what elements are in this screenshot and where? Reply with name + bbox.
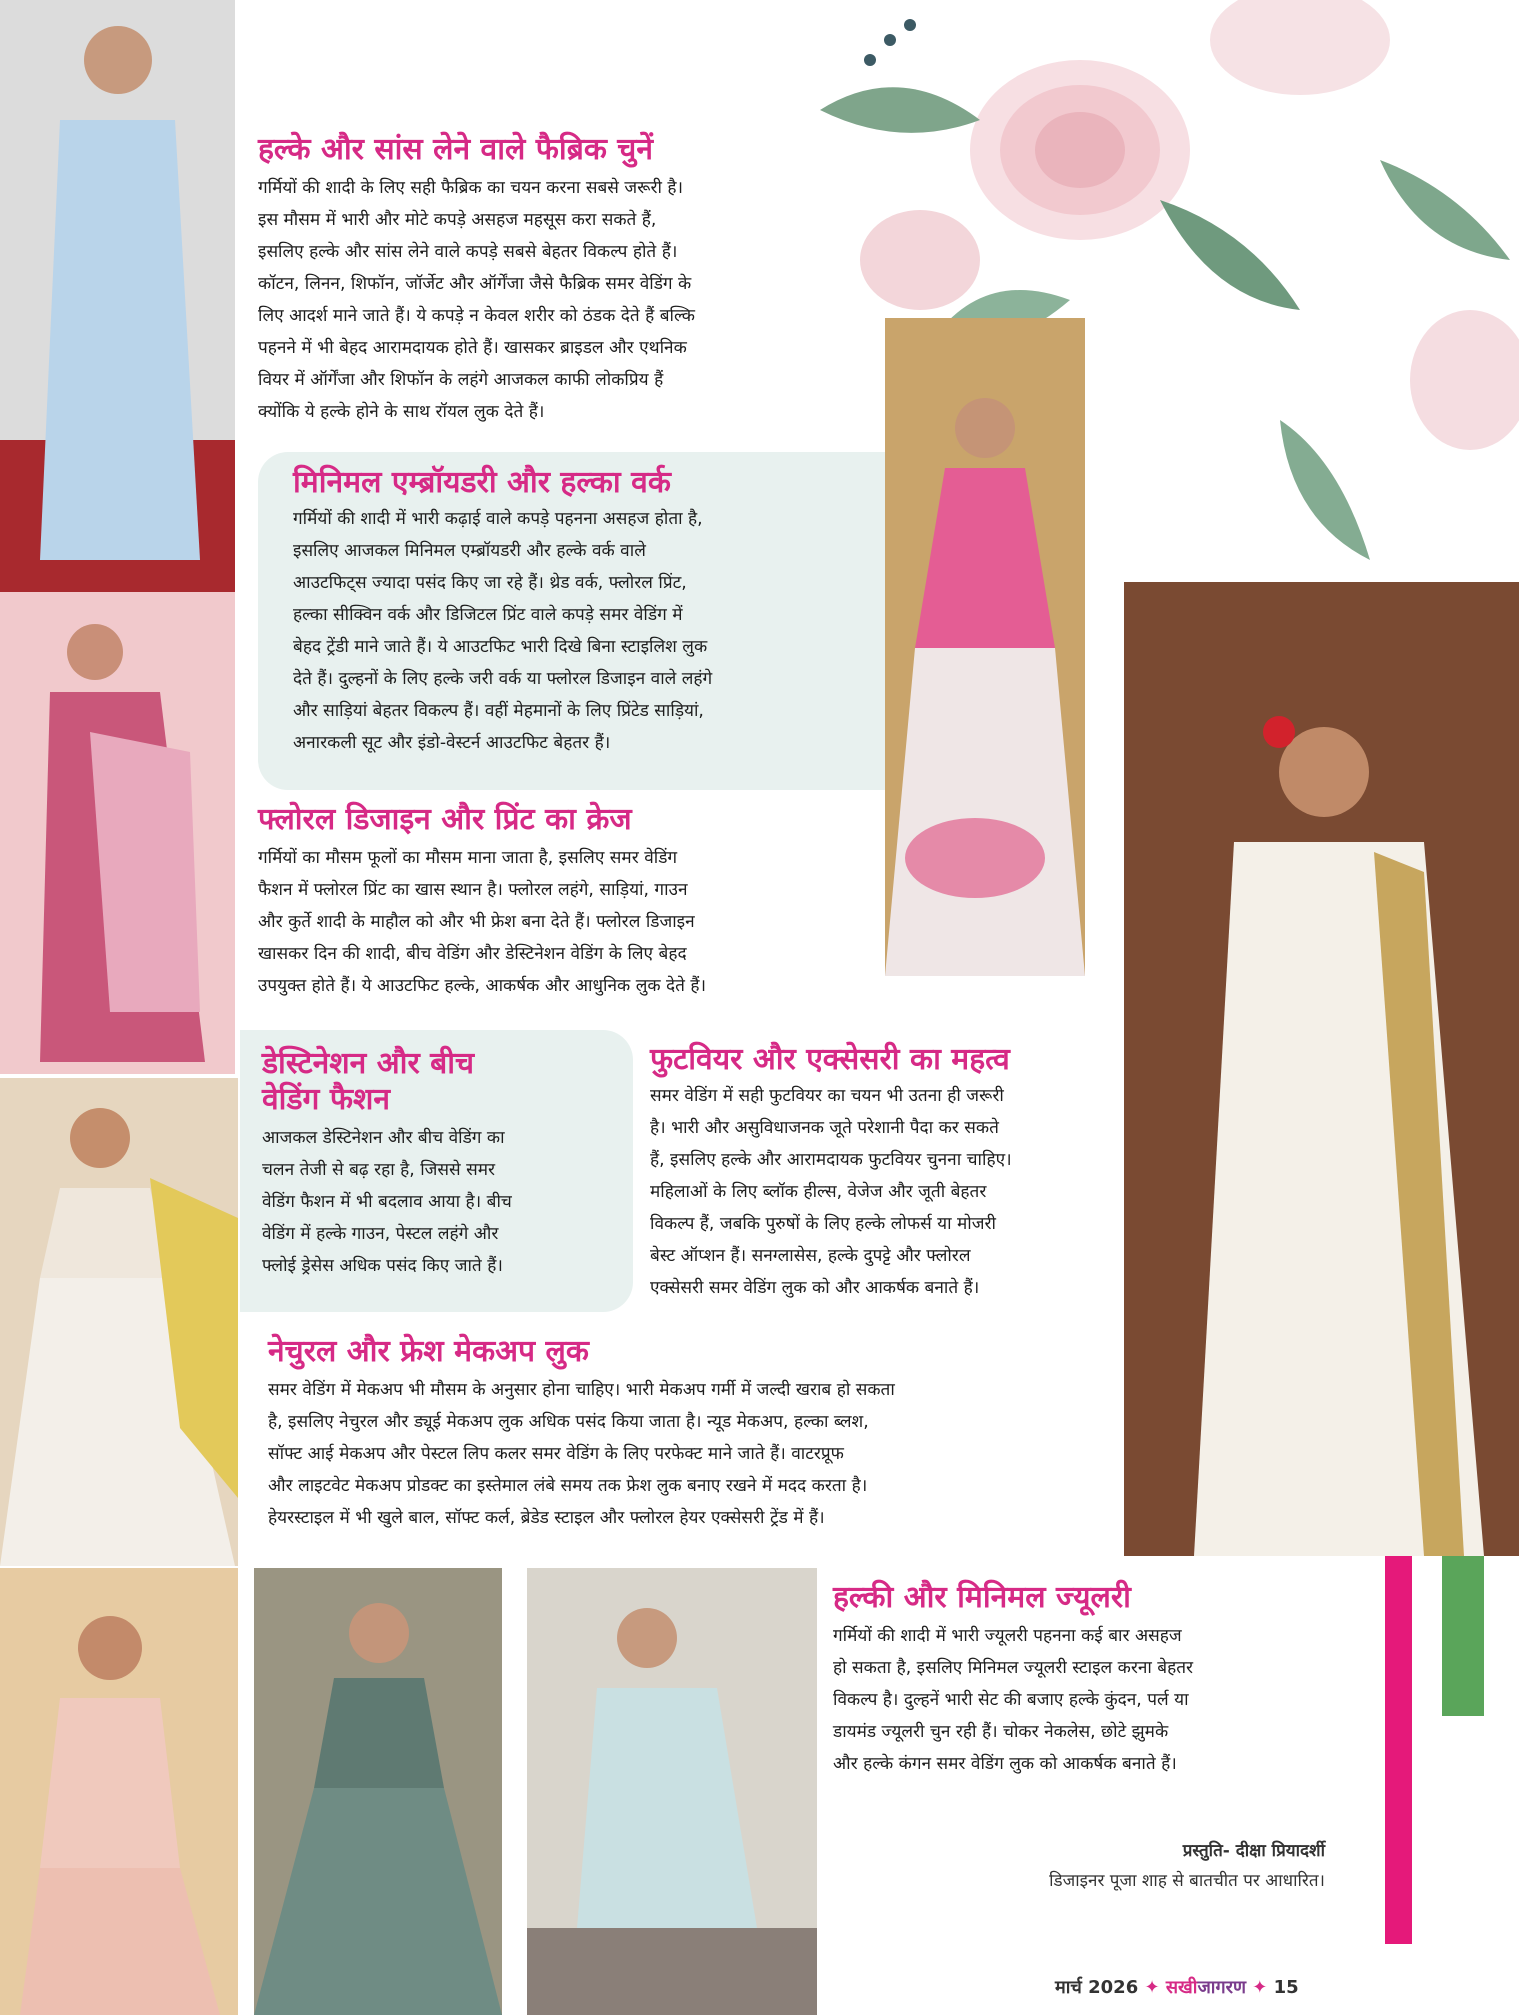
fabric-heading: हल्के और सांस लेने वाले फैब्रिक चुनें [258, 132, 654, 167]
jewellery-heading: हल्की और मिनिमल ज्यूलरी [833, 1580, 1131, 1615]
makeup-line: सॉफ्ट आई मेकअप और पेस्टल लिप कलर समर वेडिंग के लिए परफेक्ट माने जाते हैं। वाटरप्रूफ [268, 1444, 844, 1464]
floral-line: उपयुक्त होते हैं। ये आउटफिट हल्के, आकर्षक और आधुनिक लुक देते हैं। [258, 976, 707, 996]
section-makeup [268, 1334, 1128, 1534]
embroidery-line: हल्का सीक्विन वर्क और डिजिटल प्रिंट वाले कपड़े समर वेडिंग में [293, 605, 683, 625]
photo-mint-saree [527, 1568, 817, 2015]
star-separator-icon: ✦ [1144, 1977, 1160, 1998]
fabric-line: इस मौसम में भारी और मोटे कपड़े असहज महसूस करा सकते हैं, [258, 210, 657, 230]
footer-month: मार्च 2026 [1055, 1977, 1139, 1998]
star-separator-icon: ✦ [1252, 1977, 1268, 1998]
fabric-line: वियर में ऑर्गेंजा और शिफॉन के लहंगे आजकल काफी लोकप्रिय हैं [258, 370, 664, 390]
jewellery-line: और हल्के कंगन समर वेडिंग लुक को आकर्षक बनाते हैं। [833, 1754, 1177, 1774]
footwear-line: विकल्प हैं, जबकि पुरुषों के लिए हल्के लोफर्स या मोजरी [650, 1214, 996, 1234]
photo-pink-lehenga [885, 318, 1085, 976]
footwear-line: महिलाओं के लिए ब्लॉक हील्स, वेजेज और जूती बेहतर [650, 1182, 987, 1202]
embroidery-line: आउटफिट्स ज्यादा पसंद किए जा रहे हैं। थ्रेड वर्क, फ्लोरल प्रिंट, [293, 573, 687, 593]
footer-brand-suffix: जागरण [1197, 1977, 1246, 1998]
footwear-line: हैं, इसलिए हल्के और आरामदायक फुटवियर चुनना चाहिए। [650, 1150, 1012, 1170]
destination-line: वेडिंग फैशन में भी बदलाव आया है। बीच [262, 1192, 512, 1212]
footwear-line: एक्सेसरी समर वेडिंग लुक को और आकर्षक बनाते हैं। [650, 1278, 980, 1298]
embroidery-heading: मिनिमल एम्ब्रॉयडरी और हल्का वर्क [293, 465, 671, 500]
embroidery-line: इसलिए आजकल मिनिमल एम्ब्रॉयडरी और हल्के वर्क वाले [293, 541, 646, 561]
makeup-line: हेयरस्टाइल में भी खुले बाल, सॉफ्ट कर्ल, ब्रेडेड स्टाइल और फ्लोरल हेयर एक्सेसरी ट्रेंड में हैं। [268, 1508, 825, 1528]
floral-line: फैशन में फ्लोरल प्रिंट का खास स्थान है। फ्लोरल लहंगे, साड़ियां, गाउन [258, 880, 688, 900]
embroidery-line: देते हैं। दुल्हनों के लिए हल्के जरी वर्क या फ्लोरल डिजाइन वाले लहंगे [293, 669, 713, 689]
credit-based-on: डिजाइनर पूजा शाह से बातचीत पर आधारित। [1049, 1871, 1325, 1891]
floral-line: और कुर्ते शादी के माहौल को और भी फ्रेश बना देते हैं। फ्लोरल डिजाइन [258, 912, 695, 932]
fabric-line: कॉटन, लिनन, शिफॉन, जॉर्जेट और ऑर्गेंजा जैसे फैब्रिक समर वेडिंग के [258, 274, 692, 294]
destination-line: चलन तेजी से बढ़ रहा है, जिससे समर [262, 1160, 496, 1180]
accent-bar-pink [1385, 1556, 1412, 1944]
section-jewellery [833, 1580, 1378, 1780]
section-footwear [650, 1042, 1120, 1304]
credit-block [833, 1836, 1325, 1896]
fabric-line: पहनने में भी बेहद आरामदायक होते हैं। खासकर ब्राइडल और एथनिक [258, 338, 687, 358]
floral-line: खासकर दिन की शादी, बीच वेडिंग और डेस्टिनेशन वेडिंग के लिए बेहद [258, 944, 687, 964]
makeup-line: है, इसलिए नेचुरल और ड्यूई मेकअप लुक अधिक पसंद किया जाता है। न्यूड मेकअप, हल्का ब्लश, [268, 1412, 869, 1432]
footwear-line: बेस्ट ऑप्शन हैं। सनग्लासेस, हल्के दुपट्टे और फ्लोरल [650, 1246, 971, 1266]
floral-heading: फ्लोरल डिजाइन और प्रिंट का क्रेज [258, 802, 632, 837]
destination-heading-line2: वेडिंग फैशन [262, 1082, 391, 1117]
accent-bar-green [1442, 1556, 1484, 1716]
embroidery-line: गर्मियों की शादी में भारी कढ़ाई वाले कपड़े पहनना असहज होता है, [293, 509, 703, 529]
destination-line: वेडिंग में हल्के गाउन, पेस्टल लहंगे और [262, 1224, 499, 1244]
footwear-line: समर वेडिंग में सही फुटवियर का चयन भी उतना ही जरूरी [650, 1086, 1004, 1106]
footwear-heading: फुटवियर और एक्सेसरी का महत्व [650, 1042, 1010, 1077]
fabric-line: लिए आदर्श माने जाते हैं। ये कपड़े न केवल शरीर को ठंडक देते हैं बल्कि [258, 306, 695, 326]
photo-white-saree [1124, 582, 1519, 1556]
credit-presented-by: प्रस्तुति- दीक्षा प्रियादर्शी [1182, 1841, 1325, 1861]
photo-green-anarkali [254, 1568, 502, 2015]
jewellery-line: हो सकता है, इसलिए मिनिमल ज्यूलरी स्टाइल करना बेहतर [833, 1658, 1194, 1678]
footer-page-number: 15 [1273, 1977, 1299, 1998]
section-floral [258, 802, 888, 1002]
footwear-line: है। भारी और असुविधाजनक जूते परेशानी पैदा कर सकते [650, 1118, 999, 1138]
makeup-line: और लाइटवेट मेकअप प्रोडक्ट का इस्तेमाल लंबे समय तक फ्रेश लुक बनाए रखने में मदद करता है। [268, 1476, 868, 1496]
destination-line: फ्लोई ड्रेसेस अधिक पसंद किए जाते हैं। [262, 1256, 503, 1276]
photo-pink-saree [0, 592, 235, 1074]
jewellery-line: विकल्प है। दुल्हनें भारी सेट की बजाए हल्के कुंदन, पर्ल या [833, 1690, 1189, 1710]
jewellery-line: गर्मियों की शादी में भारी ज्यूलरी पहनना कई बार असहज [833, 1626, 1182, 1646]
photo-peach-sharara [0, 1568, 238, 2015]
section-fabric [258, 132, 878, 428]
section-destination [262, 1046, 632, 1282]
page-footer [1055, 1975, 1355, 1999]
fabric-line: क्योंकि ये हल्के होने के साथ रॉयल लुक देते हैं। [258, 402, 545, 422]
floral-line: गर्मियों का मौसम फूलों का मौसम माना जाता है, इसलिए समर वेडिंग [258, 848, 678, 868]
footer-brand-prefix: सखी [1165, 1977, 1198, 1998]
jewellery-line: डायमंड ज्यूलरी चुन रही हैं। चोकर नेकलेस, छोटे झुमके [833, 1722, 1169, 1742]
fabric-line: इसलिए हल्के और सांस लेने वाले कपड़े सबसे बेहतर विकल्प होते हैं। [258, 242, 678, 262]
makeup-line: समर वेडिंग में मेकअप भी मौसम के अनुसार होना चाहिए। भारी मेकअप गर्मी में जल्दी खराब हो सकता [268, 1380, 895, 1400]
fabric-line: गर्मियों की शादी के लिए सही फैब्रिक का चयन करना सबसे जरूरी है। [258, 178, 684, 198]
embroidery-line: बेहद ट्रेंडी माने जाते हैं। ये आउटफिट भारी दिखे बिना स्टाइलिश लुक [293, 637, 708, 657]
embroidery-line: अनारकली सूट और इंडो-वेस्टर्न आउटफिट बेहतर हैं। [293, 733, 611, 753]
photo-blue-saree [0, 0, 235, 592]
destination-line: आजकल डेस्टिनेशन और बीच वेडिंग का [262, 1128, 505, 1148]
makeup-heading: नेचुरल और फ्रेश मेकअप लुक [268, 1334, 589, 1369]
destination-heading-line1: डेस्टिनेशन और बीच [262, 1046, 475, 1081]
embroidery-line: और साड़ियां बेहतर विकल्प हैं। वहीं मेहमानों के लिए प्रिंटेड साड़ियां, [293, 701, 704, 721]
photo-white-lehenga [0, 1078, 238, 1566]
section-embroidery [293, 465, 883, 759]
